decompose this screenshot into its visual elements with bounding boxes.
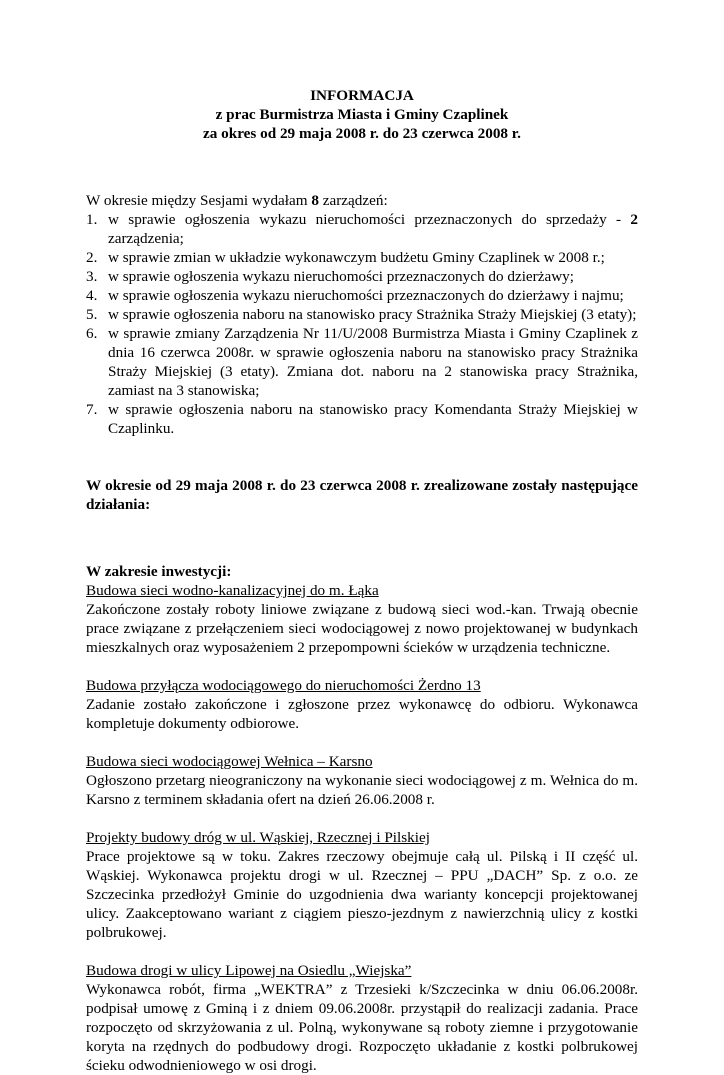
- section-title: Budowa sieci wodociągowej Wełnica – Karsno: [86, 753, 373, 770]
- decree-item: [86, 248, 638, 267]
- decree-text: w sprawie zmiany Zarządzenia Nr 11/U/2008 Burmistrza Miasta i Gminy Czaplinek z dnia 16 czerwca 2008r. w sprawie ogłoszenia naboru na stanowisko pracy Strażnika Straży Miejskiej (3 etaty). Zmiana dot. naboru na 2 stanowiska pracy Strażnika, zamiast na 3 stanowiska;: [108, 325, 638, 399]
- decree-text: w sprawie ogłoszenia wykazu nieruchomości przeznaczonych do sprzedaży -: [108, 211, 631, 228]
- decree-number: 4.: [86, 287, 98, 304]
- section-body: Zadanie zostało zakończone i zgłoszone przez wykonawcę do odbioru. Wykonawca kompletuje dokumenty odbiorowe.: [86, 696, 638, 732]
- investments-heading: W zakresie inwestycji:: [86, 563, 232, 580]
- decree-number: 1.: [86, 211, 98, 228]
- intro-text-before: W okresie między Sesjami wydałam: [86, 192, 312, 209]
- section-body: Prace projektowe są w toku. Zakres rzeczowy obejmuje całą ul. Pilską i II część ul. Wąskiej. Wykonawca projektu drogi w ul. Rzecznej – PPU „DACH” Sp. z o.o. ze Szczecinka przedłożył Gminie do uzgodnienia dwa warianty koncepcji projektowanej ulicy. Zaakceptowano wariant z ciągiem pieszo-jezdnym z nawierzchnią ulicy z kostki polbrukowej.: [86, 848, 638, 941]
- intro-text-after: zarządzeń:: [318, 192, 388, 209]
- decree-item: [86, 400, 638, 438]
- decree-text: w sprawie ogłoszenia naboru na stanowisko pracy Strażnika Straży Miejskiej (3 etaty);: [108, 306, 637, 323]
- document-subtitle: z prac Burmistrza Miasta i Gminy Czaplinek: [215, 106, 509, 123]
- document-period: za okres od 29 maja 2008 r. do 23 czerwca 2008 r.: [203, 125, 521, 142]
- investment-section: [86, 828, 638, 942]
- actions-summary: W okresie od 29 maja 2008 r. do 23 czerwca 2008 r. zrealizowane zostały następujące działania:: [86, 477, 638, 513]
- decrees-list: [86, 210, 638, 438]
- decree-item: [86, 210, 638, 248]
- decree-number: 3.: [86, 268, 98, 285]
- document-header: [86, 86, 638, 143]
- decree-number: 7.: [86, 401, 98, 418]
- decree-item: [86, 324, 638, 400]
- section-title: Budowa sieci wodno-kanalizacyjnej do m. Łąka: [86, 582, 379, 599]
- investment-section: [86, 961, 638, 1075]
- decrees-intro: [86, 191, 638, 210]
- investment-section: [86, 676, 638, 733]
- section-title: Budowa drogi w ulicy Lipowej na Osiedlu „Wiejska”: [86, 962, 412, 979]
- document-title: INFORMACJA: [310, 87, 414, 104]
- decree-item: [86, 286, 638, 305]
- section-title: Projekty budowy dróg w ul. Wąskiej, Rzecznej i Pilskiej: [86, 829, 430, 846]
- decree-text: w sprawie ogłoszenia wykazu nieruchomości przeznaczonych do dzierżawy;: [108, 268, 574, 285]
- decree-number: 5.: [86, 306, 98, 323]
- decree-bold-count: 2: [630, 211, 638, 228]
- decree-text: w sprawie ogłoszenia naboru na stanowisko pracy Komendanta Straży Miejskiej w Czaplinku.: [108, 401, 638, 437]
- decree-text: w sprawie zmian w układzie wykonawczym budżetu Gminy Czaplinek w 2008 r.;: [108, 249, 605, 266]
- section-title: Budowa przyłącza wodociągowego do nieruchomości Żerdno 13: [86, 677, 481, 694]
- decree-item: [86, 305, 638, 324]
- decrees-count: 8: [311, 192, 319, 209]
- decree-text: w sprawie ogłoszenia wykazu nieruchomości przeznaczonych do dzierżawy i najmu;: [108, 287, 624, 304]
- investment-section: [86, 581, 638, 657]
- section-body: Ogłoszono przetarg nieograniczony na wykonanie sieci wodociągowej z m. Wełnica do m. Karsno z terminem składania ofert na dzień 26.06.2008 r.: [86, 772, 638, 808]
- section-body: Zakończone zostały roboty liniowe związane z budową sieci wod.-kan. Trwają obecnie prace związane z przełączeniem sieci wodociągowej z nowo projektowanej w budynkach mieszkalnych oraz wyposażeniem 2 przepompowni ścieków w urządzenia techniczne.: [86, 601, 638, 656]
- decree-item: [86, 267, 638, 286]
- decree-text-continued: zarządzenia;: [108, 230, 184, 247]
- decree-number: 6.: [86, 325, 98, 342]
- document-content: [86, 86, 638, 1075]
- investment-section: [86, 752, 638, 809]
- section-body: Wykonawca robót, firma „WEKTRA” z Trzesieki k/Szczecinka w dniu 06.06.2008r. podpisał umowę z Gminą i z dniem 09.06.2008r. przystąpił do realizacji zadania. Prace rozpoczęto od skrzyżowania z ul. Polną, wykonywane są roboty ziemne i przygotowanie koryta na rzędnych do podbudowy drogi. Rozpoczęto układanie z kostki polbrukowej ścieku odwodnieniowego w osi drogi.: [86, 981, 638, 1074]
- decree-number: 2.: [86, 249, 98, 266]
